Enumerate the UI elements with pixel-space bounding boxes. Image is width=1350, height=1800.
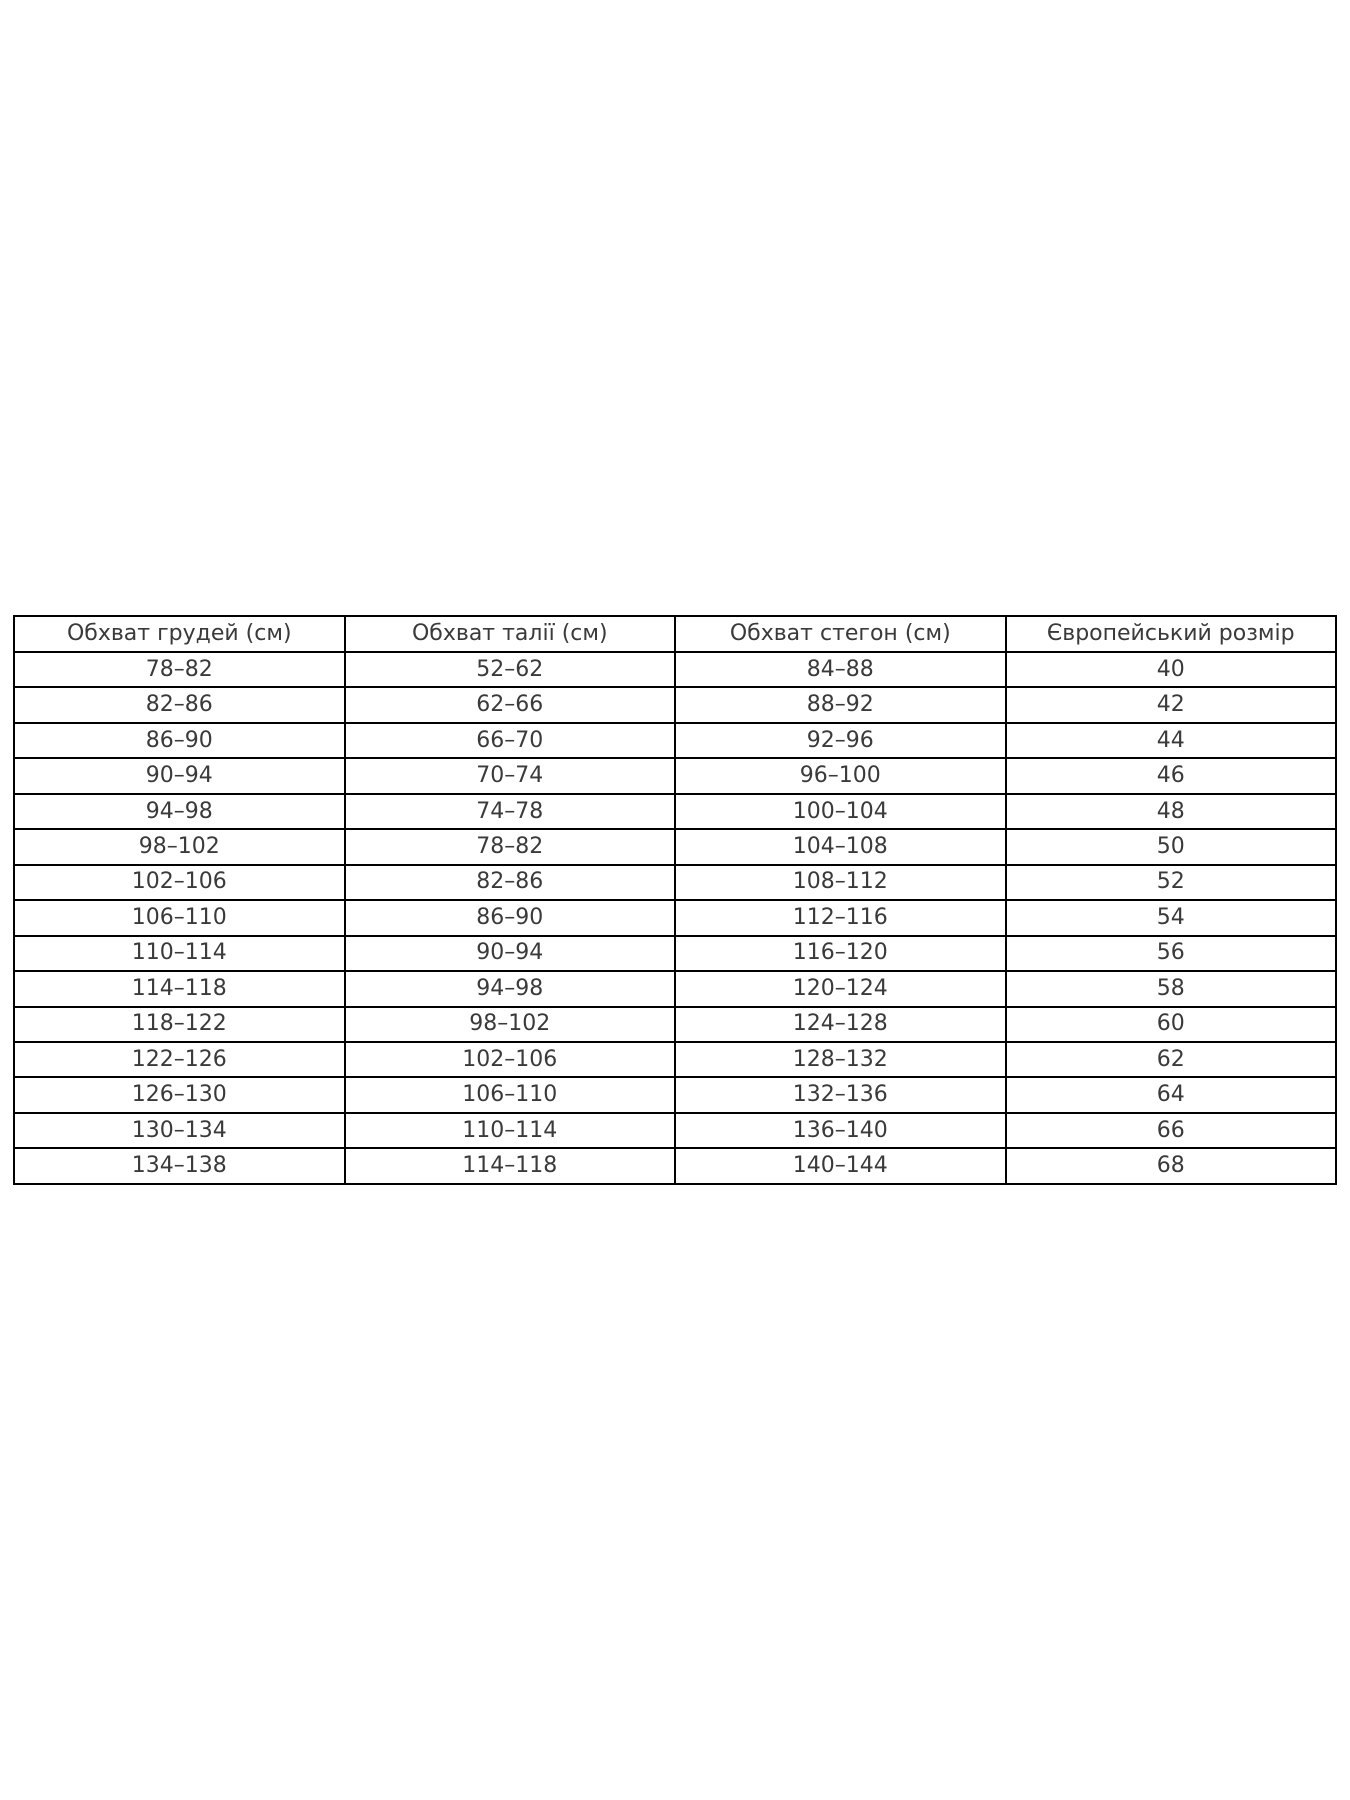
table-cell: 110–114 (345, 1113, 676, 1148)
table-body (14, 652, 1336, 1184)
table-cell: 56 (1006, 936, 1337, 971)
table-cell: 54 (1006, 900, 1337, 935)
table-cell: 136–140 (675, 1113, 1006, 1148)
size-chart-table (13, 615, 1337, 1185)
table-cell: 112–116 (675, 900, 1006, 935)
column-header-eu-size: Європейський розмір (1006, 616, 1337, 652)
table-cell: 140–144 (675, 1148, 1006, 1184)
table-cell: 46 (1006, 758, 1337, 793)
table-cell: 130–134 (14, 1113, 345, 1148)
table-cell: 60 (1006, 1007, 1337, 1042)
column-header-hips: Обхват стегон (см) (675, 616, 1006, 652)
table-cell: 78–82 (345, 829, 676, 864)
column-header-chest: Обхват грудей (см) (14, 616, 345, 652)
table-cell: 120–124 (675, 971, 1006, 1006)
table-cell: 82–86 (345, 865, 676, 900)
table-row (14, 1113, 1336, 1148)
table-cell: 62–66 (345, 687, 676, 722)
table-row (14, 652, 1336, 687)
table-cell: 104–108 (675, 829, 1006, 864)
table-row (14, 1042, 1336, 1077)
table-row (14, 758, 1336, 793)
table-row (14, 971, 1336, 1006)
table-cell: 40 (1006, 652, 1337, 687)
table-cell: 92–96 (675, 723, 1006, 758)
table-cell: 82–86 (14, 687, 345, 722)
table-cell: 66–70 (345, 723, 676, 758)
table-cell: 132–136 (675, 1077, 1006, 1112)
table-cell: 90–94 (345, 936, 676, 971)
table-cell: 52 (1006, 865, 1337, 900)
table-cell: 126–130 (14, 1077, 345, 1112)
table-cell: 52–62 (345, 652, 676, 687)
table-cell: 128–132 (675, 1042, 1006, 1077)
table-row (14, 723, 1336, 758)
table-cell: 106–110 (14, 900, 345, 935)
table-cell: 94–98 (345, 971, 676, 1006)
column-header-waist: Обхват талії (см) (345, 616, 676, 652)
table-row (14, 900, 1336, 935)
table-cell: 48 (1006, 794, 1337, 829)
table-cell: 108–112 (675, 865, 1006, 900)
table-cell: 102–106 (14, 865, 345, 900)
table-cell: 62 (1006, 1042, 1337, 1077)
table-cell: 44 (1006, 723, 1337, 758)
table-cell: 114–118 (345, 1148, 676, 1184)
table-cell: 86–90 (345, 900, 676, 935)
table-cell: 58 (1006, 971, 1337, 1006)
table-cell: 96–100 (675, 758, 1006, 793)
table-cell: 86–90 (14, 723, 345, 758)
table-cell: 68 (1006, 1148, 1337, 1184)
table-cell: 64 (1006, 1077, 1337, 1112)
table-cell: 90–94 (14, 758, 345, 793)
table-cell: 118–122 (14, 1007, 345, 1042)
table-row (14, 829, 1336, 864)
table-cell: 114–118 (14, 971, 345, 1006)
table-row (14, 1077, 1336, 1112)
table-cell: 98–102 (14, 829, 345, 864)
table-cell: 74–78 (345, 794, 676, 829)
table-row (14, 936, 1336, 971)
table-row (14, 865, 1336, 900)
table-cell: 106–110 (345, 1077, 676, 1112)
header-row (14, 616, 1336, 652)
table-cell: 50 (1006, 829, 1337, 864)
table-cell: 70–74 (345, 758, 676, 793)
table-cell: 66 (1006, 1113, 1337, 1148)
table-cell: 94–98 (14, 794, 345, 829)
table-header (14, 616, 1336, 652)
table-cell: 42 (1006, 687, 1337, 722)
table-cell: 100–104 (675, 794, 1006, 829)
table-cell: 110–114 (14, 936, 345, 971)
table-row (14, 1007, 1336, 1042)
table-cell: 84–88 (675, 652, 1006, 687)
table-cell: 98–102 (345, 1007, 676, 1042)
table-cell: 78–82 (14, 652, 345, 687)
table-cell: 122–126 (14, 1042, 345, 1077)
table-row (14, 794, 1336, 829)
table-row (14, 1148, 1336, 1184)
table-cell: 116–120 (675, 936, 1006, 971)
table-cell: 88–92 (675, 687, 1006, 722)
table-cell: 134–138 (14, 1148, 345, 1184)
table-cell: 102–106 (345, 1042, 676, 1077)
table-row (14, 687, 1336, 722)
table-cell: 124–128 (675, 1007, 1006, 1042)
